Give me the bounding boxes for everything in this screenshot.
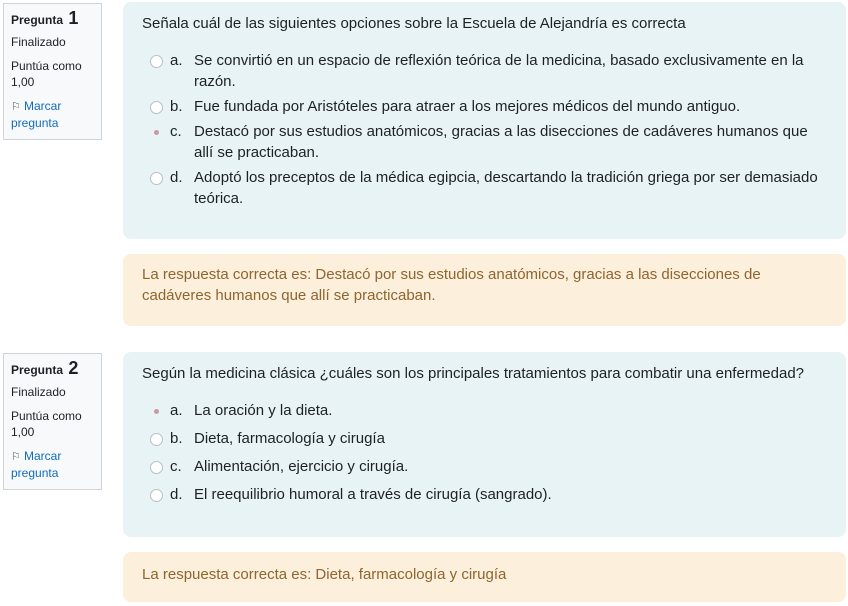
radio-icon[interactable] — [150, 461, 163, 474]
grade-value: 1,00 — [11, 75, 35, 89]
answer-option-b[interactable] — [142, 96, 827, 117]
flag-question-link[interactable] — [11, 448, 94, 481]
answer-option-b[interactable] — [142, 428, 827, 449]
option-letter: c. — [170, 458, 182, 475]
answer-list — [142, 50, 827, 209]
answer-option-a[interactable] — [142, 50, 827, 92]
question-title: Pregunta 1 — [11, 8, 79, 28]
question-number: 1 — [68, 8, 79, 28]
flag-label: Marcar pregunta — [11, 449, 62, 480]
answer-option-a[interactable] — [142, 400, 827, 421]
question-content — [123, 2, 846, 239]
option-letter: d. — [170, 169, 183, 186]
question-title: Pregunta 2 — [11, 358, 79, 378]
question-grade — [11, 58, 94, 90]
option-letter: a. — [170, 402, 183, 419]
question-number: 2 — [68, 358, 79, 378]
radio-icon[interactable] — [150, 55, 163, 68]
question-info — [3, 3, 102, 140]
option-text: Alimentación, ejercicio y cirugía. — [194, 458, 409, 475]
answer-list — [142, 400, 827, 505]
question-grade — [11, 408, 94, 440]
option-letter: a. — [170, 52, 183, 69]
question-state: Finalizado — [11, 385, 66, 399]
radio-icon[interactable] — [150, 101, 163, 114]
flag-icon: ⚐ — [11, 451, 21, 463]
question-info — [3, 353, 102, 490]
option-letter: d. — [170, 486, 183, 503]
option-text: Fue fundada por Aristóteles para atraer a los mejores médicos del mundo antiguo. — [194, 98, 741, 115]
radio-icon[interactable] — [150, 172, 163, 185]
flag-icon: ⚐ — [11, 101, 21, 113]
answer-option-d[interactable] — [142, 484, 827, 505]
radio-icon[interactable] — [150, 126, 163, 139]
question-state: Finalizado — [11, 35, 66, 49]
option-text: La oración y la dieta. — [194, 402, 333, 419]
option-text: Se convirtió en un espacio de reflexión teórica de la medicina, basado exclusivamente en la razón. — [194, 52, 804, 90]
answer-option-c[interactable] — [142, 121, 827, 163]
flag-question-link[interactable] — [11, 98, 94, 131]
option-text: El reequilibrio humoral a través de cirugía (sangrado). — [194, 486, 552, 503]
radio-icon[interactable] — [150, 405, 163, 418]
answer-option-c[interactable] — [142, 456, 827, 477]
grade-label: Puntúa como — [11, 59, 82, 73]
question-content — [123, 352, 846, 537]
option-text: Dieta, farmacología y cirugía — [194, 430, 385, 447]
radio-icon[interactable] — [150, 433, 163, 446]
radio-icon[interactable] — [150, 489, 163, 502]
correct-answer-feedback: La respuesta correcta es: Dieta, farmacología y cirugía — [123, 552, 846, 602]
question-text: Señala cuál de las siguientes opciones sobre la Escuela de Alejandría es correcta — [142, 15, 686, 32]
grade-label: Puntúa como — [11, 409, 82, 423]
grade-value: 1,00 — [11, 425, 35, 439]
option-letter: b. — [170, 98, 183, 115]
correct-answer-feedback: La respuesta correcta es: Destacó por sus estudios anatómicos, gracias a las disecciones de cadáveres humanos que allí se practicaban. — [123, 254, 846, 326]
answer-option-d[interactable] — [142, 167, 827, 209]
option-letter: c. — [170, 123, 182, 140]
option-letter: b. — [170, 430, 183, 447]
question-text: Según la medicina clásica ¿cuáles son los principales tratamientos para combatir una enfermedad? — [142, 365, 805, 382]
option-text: Adoptó los preceptos de la médica egipcia, descartando la tradición griega por ser demasiado teórica. — [194, 169, 818, 207]
flag-label: Marcar pregunta — [11, 99, 62, 130]
option-text: Destacó por sus estudios anatómicos, gracias a las disecciones de cadáveres humanos que allí se practicaban. — [194, 123, 808, 161]
